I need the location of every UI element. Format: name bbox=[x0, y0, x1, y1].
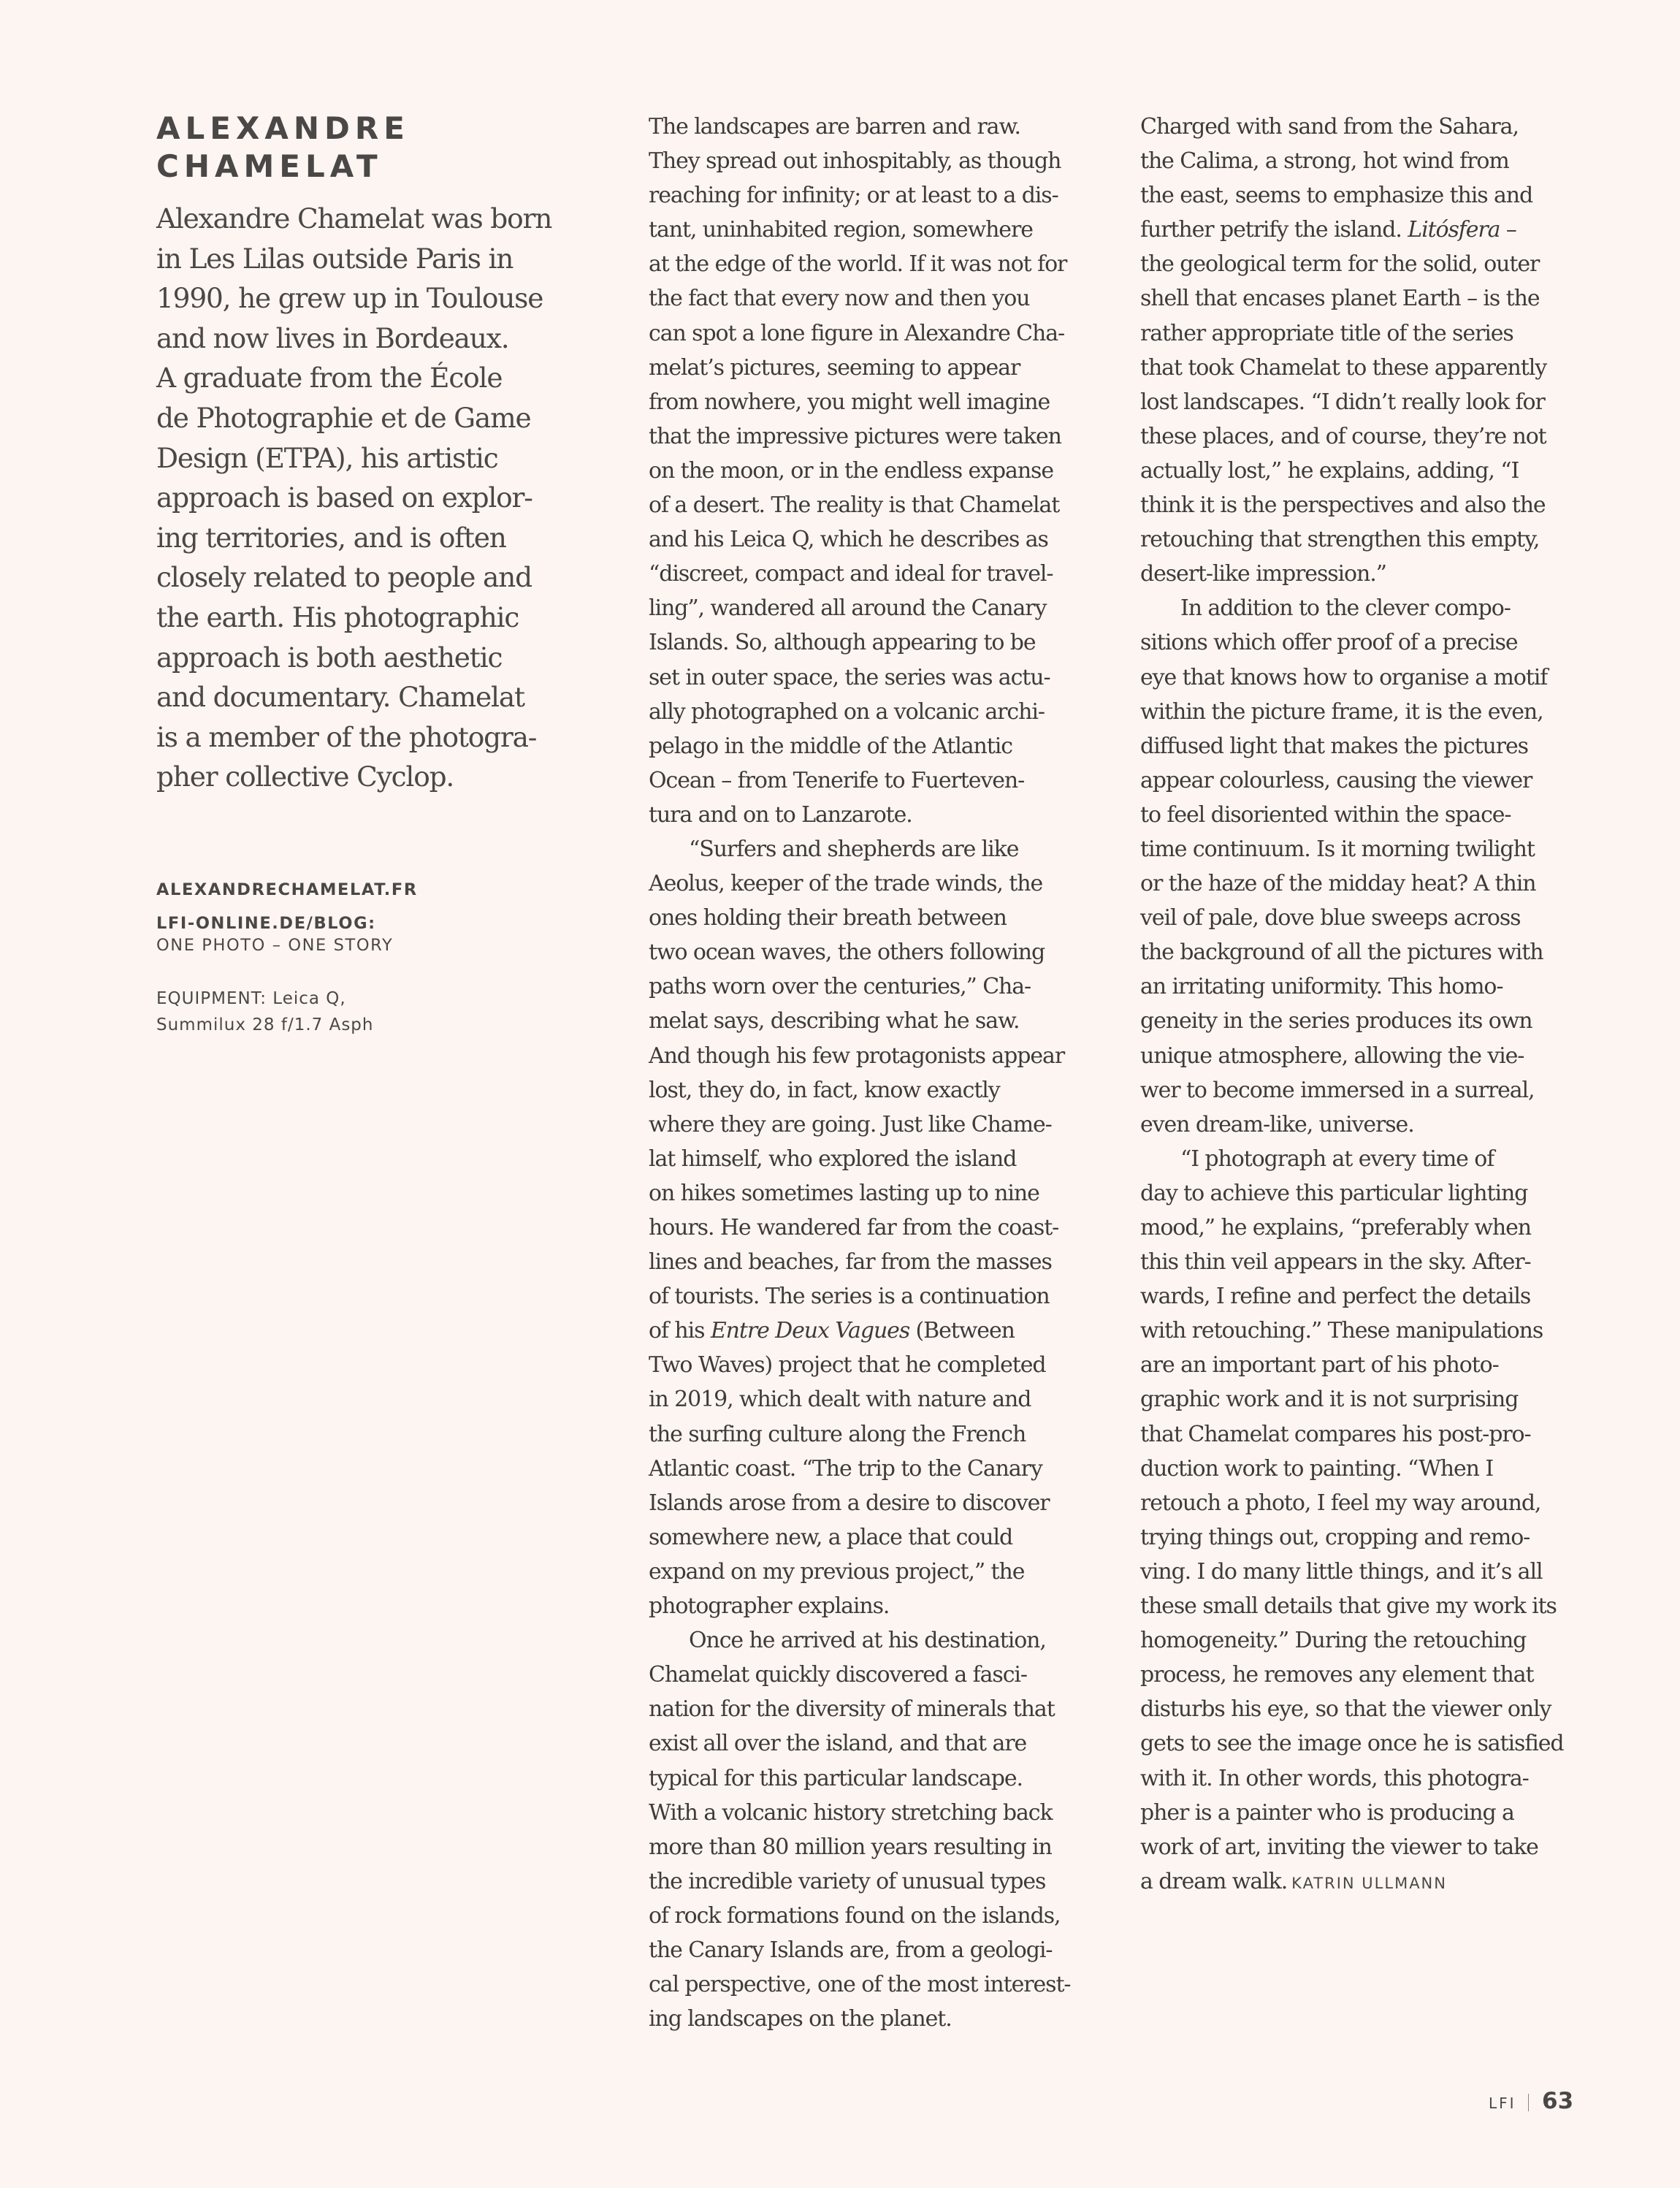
text-run: are an important part of his photo- bbox=[1140, 1352, 1499, 1379]
text-run: With a volcanic history stretching back bbox=[649, 1799, 1053, 1826]
text-run: graphic work and it is not surprising bbox=[1140, 1387, 1519, 1413]
text-run: reaching for infinity; or at least to a dis- bbox=[649, 183, 1058, 209]
text-run: on hikes sometimes lasting up to nine bbox=[649, 1180, 1039, 1206]
bio-line: Alexandre Chamelat was born bbox=[156, 202, 552, 235]
article-line bbox=[649, 1796, 1101, 1830]
text-run: “Surfers and shepherds are like bbox=[689, 836, 1019, 862]
text-run: these small details that give my work its bbox=[1140, 1593, 1557, 1620]
text-run: typical for this particular landscape. bbox=[649, 1765, 1023, 1791]
text-run: They spread out inhospitably, as though bbox=[649, 148, 1061, 175]
article-line bbox=[649, 522, 1101, 557]
text-run: work of art, inviting the viewer to take bbox=[1140, 1834, 1538, 1860]
article-column-right bbox=[1140, 110, 1608, 1901]
text-run: that Chamelat compares his post-pro- bbox=[1140, 1421, 1531, 1447]
article-line bbox=[649, 557, 1101, 591]
article-line bbox=[1140, 178, 1608, 213]
text-run: with retouching.” These manipulations bbox=[1140, 1318, 1543, 1344]
text-run: of a desert. The reality is that Chamelat bbox=[649, 492, 1060, 519]
italic-title: Litósfera bbox=[1408, 217, 1500, 243]
text-run: retouching that strengthen this empty, bbox=[1140, 527, 1540, 553]
article-line bbox=[1140, 1382, 1608, 1417]
text-run: process, he removes any element that bbox=[1140, 1662, 1534, 1688]
article-line bbox=[649, 1830, 1101, 1864]
article-line bbox=[649, 1520, 1101, 1555]
text-run: on the moon, or in the endless expanse bbox=[649, 457, 1053, 484]
equipment-line-2: Summilux 28 f/1.7 Asph bbox=[156, 1015, 374, 1034]
text-run: at the edge of the world. If it was not for bbox=[649, 251, 1067, 278]
text-run: Once he arrived at his destination, bbox=[689, 1628, 1046, 1654]
article-line bbox=[1140, 1211, 1608, 1245]
page-folio bbox=[1489, 2088, 1573, 2114]
text-run: rather appropriate title of the series bbox=[1140, 320, 1513, 346]
text-run: or the haze of the midday heat? A thin bbox=[1140, 871, 1536, 897]
bio-line: 1990, he grew up in Toulouse bbox=[156, 282, 543, 315]
text-run: “I photograph at every time of bbox=[1180, 1146, 1494, 1172]
text-run: mood,” he explains, “preferably when bbox=[1140, 1215, 1532, 1240]
article-line bbox=[1140, 969, 1608, 1004]
bio-line: Design (ETPA), his artistic bbox=[156, 441, 498, 474]
article-line bbox=[649, 935, 1101, 969]
article-line bbox=[649, 1486, 1101, 1520]
article-line bbox=[1140, 660, 1608, 695]
text-run: this thin veil appears in the sky. After- bbox=[1140, 1249, 1531, 1276]
author-byline: KATRIN ULLMANN bbox=[1291, 1874, 1447, 1892]
article-line bbox=[1140, 901, 1608, 935]
article-line bbox=[1140, 866, 1608, 901]
bio-line: pher collective Cyclop. bbox=[156, 761, 454, 793]
text-run: from nowhere, you might well imagine bbox=[649, 389, 1050, 415]
text-run: homogeneity.” During the retouching bbox=[1140, 1628, 1527, 1654]
article-line bbox=[1140, 1726, 1608, 1761]
article-line bbox=[649, 316, 1101, 351]
article-line bbox=[1140, 1623, 1608, 1658]
article-line bbox=[1140, 1073, 1608, 1108]
italic-title: Entre Deux Vagues bbox=[710, 1318, 910, 1344]
text-run: think it is the perspectives and also the bbox=[1140, 492, 1546, 519]
magazine-name: LFI bbox=[1489, 2094, 1516, 2112]
photographer-name bbox=[156, 110, 580, 186]
bio-line: closely related to people and bbox=[156, 561, 532, 594]
text-run: of rock formations found on the islands, bbox=[649, 1902, 1061, 1929]
text-run: – bbox=[1500, 217, 1516, 243]
text-run: disturbs his eye, so that the viewer only bbox=[1140, 1696, 1551, 1723]
article-line bbox=[649, 866, 1101, 901]
text-run: wer to become immersed in a surreal, bbox=[1140, 1077, 1535, 1103]
article-line bbox=[1140, 316, 1608, 351]
bio-line: and documentary. Chamelat bbox=[156, 681, 524, 714]
article-line bbox=[1140, 1830, 1608, 1864]
article-line bbox=[649, 1899, 1101, 1933]
paragraph-start-line bbox=[649, 1623, 1101, 1658]
text-run: lost landscapes. “I didn’t really look for bbox=[1140, 389, 1545, 415]
text-run: Ocean – from Tenerife to Fuerteven- bbox=[649, 767, 1025, 793]
article-line bbox=[649, 798, 1101, 832]
text-run: ones holding their breath between bbox=[649, 905, 1007, 931]
article-line bbox=[1140, 557, 1608, 591]
blog-subtitle: ONE PHOTO – ONE STORY bbox=[156, 936, 394, 955]
bio-line: A graduate from the École bbox=[156, 362, 503, 394]
text-run: trying things out, cropping and remo- bbox=[1140, 1524, 1530, 1550]
bio-line: is a member of the photogra- bbox=[156, 720, 537, 753]
article-line bbox=[649, 110, 1101, 144]
text-run: retouch a photo, I feel my way around, bbox=[1140, 1490, 1541, 1516]
article-line bbox=[649, 901, 1101, 935]
text-run: in 2019, which dealt with nature and bbox=[649, 1387, 1031, 1413]
article-line bbox=[649, 1452, 1101, 1486]
photographer-bio bbox=[156, 110, 580, 797]
article-line bbox=[1140, 832, 1608, 866]
name-line-first: ALEXANDRE bbox=[156, 110, 410, 146]
text-run: within the picture frame, it is the even, bbox=[1140, 698, 1543, 725]
article-line bbox=[649, 1108, 1101, 1142]
blog-link[interactable]: LFI-ONLINE.DE/BLOG: bbox=[156, 914, 376, 933]
bio-line: ing territories, and is often bbox=[156, 521, 506, 554]
article-line bbox=[1140, 1348, 1608, 1382]
article-line bbox=[649, 625, 1101, 660]
text-run: the east, seems to emphasize this and bbox=[1140, 183, 1533, 209]
photographer-links bbox=[156, 879, 565, 1038]
paragraph-start-line bbox=[1140, 1142, 1608, 1176]
text-run: further petrify the island. bbox=[1140, 217, 1408, 243]
article-line bbox=[649, 213, 1101, 247]
article-line bbox=[649, 1658, 1101, 1692]
article-line bbox=[1140, 385, 1608, 419]
text-run: melat’s pictures, seeming to appear bbox=[649, 354, 1020, 381]
text-run: somewhere new, a place that could bbox=[649, 1524, 1013, 1550]
article-line bbox=[649, 695, 1101, 729]
article-line bbox=[649, 1382, 1101, 1417]
text-run: that the impressive pictures were taken bbox=[649, 423, 1061, 449]
article-line bbox=[1140, 144, 1608, 178]
website-link[interactable]: ALEXANDRECHAMELAT.FR bbox=[156, 880, 418, 899]
article-line bbox=[649, 247, 1101, 281]
text-run: set in outer space, the series was actu- bbox=[649, 664, 1050, 690]
article-line bbox=[1140, 798, 1608, 832]
article-line bbox=[649, 1211, 1101, 1245]
paragraph-start-line bbox=[649, 832, 1101, 866]
article-line bbox=[649, 1555, 1101, 1589]
text-run: gets to see the image once he is satisfied bbox=[1140, 1731, 1564, 1757]
article-line bbox=[649, 1417, 1101, 1452]
article-line bbox=[1140, 1279, 1608, 1314]
text-run: Charged with sand from the Sahara, bbox=[1140, 114, 1519, 140]
text-run: (Between bbox=[909, 1318, 1015, 1344]
text-run: the surfing culture along the French bbox=[649, 1421, 1026, 1447]
article-line bbox=[649, 385, 1101, 419]
article-line bbox=[649, 1726, 1101, 1761]
text-run: with it. In other words, this photogra- bbox=[1140, 1765, 1529, 1791]
text-run: diffused light that makes the pictures bbox=[1140, 733, 1528, 759]
folio-divider bbox=[1528, 2094, 1530, 2111]
article-line bbox=[1140, 281, 1608, 316]
article-line bbox=[1140, 729, 1608, 763]
article-line bbox=[1140, 1314, 1608, 1348]
text-run: ing landscapes on the planet. bbox=[649, 2006, 952, 2032]
text-run: lat himself, who explored the island bbox=[649, 1146, 1017, 1172]
text-run: the Canary Islands are, from a geologi- bbox=[649, 1937, 1053, 1963]
text-run: Aeolus, keeper of the trade winds, the bbox=[649, 871, 1043, 897]
article-line bbox=[1140, 1039, 1608, 1073]
article-line bbox=[1140, 1864, 1608, 1901]
article-line bbox=[649, 969, 1101, 1004]
bio-line: in Les Lilas outside Paris in bbox=[156, 242, 513, 275]
article-line bbox=[649, 1348, 1101, 1382]
text-run: lines and beaches, far from the masses bbox=[649, 1249, 1052, 1276]
text-run: can spot a lone figure in Alexandre Cha- bbox=[649, 320, 1065, 346]
paragraph-start-line bbox=[1140, 591, 1608, 625]
text-run: ling”, wandered all around the Canary bbox=[649, 595, 1047, 622]
article-line bbox=[649, 1692, 1101, 1726]
text-run: pher is a painter who is producing a bbox=[1140, 1799, 1514, 1826]
article-line bbox=[1140, 488, 1608, 522]
text-run: And though his few protagonists appear bbox=[649, 1042, 1065, 1069]
text-run: melat says, describing what he saw. bbox=[649, 1008, 1020, 1034]
article-line bbox=[649, 419, 1101, 454]
text-run: an irritating uniformity. This homo- bbox=[1140, 974, 1503, 1000]
text-run: geneity in the series produces its own bbox=[1140, 1008, 1532, 1034]
article-line bbox=[1140, 1692, 1608, 1726]
article-line bbox=[1140, 1452, 1608, 1486]
article-line bbox=[649, 1761, 1101, 1796]
text-run: a dream walk. bbox=[1140, 1868, 1288, 1894]
text-run: appear colourless, causing the viewer bbox=[1140, 767, 1532, 793]
article-line bbox=[1140, 1486, 1608, 1520]
article-line bbox=[649, 1004, 1101, 1038]
text-run: of his bbox=[649, 1318, 711, 1344]
article-line bbox=[1140, 1520, 1608, 1555]
text-run: wards, I refine and perfect the details bbox=[1140, 1284, 1531, 1310]
text-run: paths worn over the centuries,” Cha- bbox=[649, 974, 1031, 1000]
article-line bbox=[649, 1245, 1101, 1279]
text-run: the incredible variety of unusual types bbox=[649, 1868, 1046, 1894]
article-line bbox=[1140, 1555, 1608, 1589]
bio-line: the earth. His photographic bbox=[156, 601, 519, 633]
article-line bbox=[649, 763, 1101, 798]
article-line bbox=[1140, 247, 1608, 281]
article-line bbox=[649, 351, 1101, 385]
text-run: Two Waves) project that he completed bbox=[649, 1352, 1046, 1379]
article-line bbox=[1140, 1176, 1608, 1211]
text-run: unique atmosphere, allowing the vie- bbox=[1140, 1042, 1524, 1069]
name-line-last: CHAMELAT bbox=[156, 148, 383, 184]
article-line bbox=[1140, 1245, 1608, 1279]
article-line bbox=[649, 1589, 1101, 1623]
article-line bbox=[1140, 419, 1608, 454]
article-line bbox=[1140, 625, 1608, 660]
text-run: the background of all the pictures with bbox=[1140, 939, 1543, 966]
text-run: shell that encases planet Earth – is the bbox=[1140, 286, 1540, 312]
text-run: “discreet, compact and ideal for travel- bbox=[649, 561, 1053, 587]
article-line bbox=[649, 1314, 1101, 1348]
article-line bbox=[1140, 351, 1608, 385]
text-run: the fact that every now and then you bbox=[649, 286, 1030, 312]
equipment-line-1: EQUIPMENT: Leica Q, bbox=[156, 989, 346, 1008]
text-run: sitions which offer proof of a precise bbox=[1140, 630, 1518, 656]
article-line bbox=[649, 1176, 1101, 1211]
article-line bbox=[1140, 454, 1608, 488]
article-line bbox=[649, 144, 1101, 178]
article-line bbox=[1140, 110, 1608, 144]
text-run: of tourists. The series is a continuation bbox=[649, 1284, 1050, 1310]
text-run: and his Leica Q, which he describes as bbox=[649, 527, 1048, 553]
text-run: even dream-like, universe. bbox=[1140, 1111, 1414, 1137]
text-run: tant, uninhabited region, somewhere bbox=[649, 217, 1033, 243]
text-run: The landscapes are barren and raw. bbox=[649, 114, 1020, 140]
article-line bbox=[649, 1142, 1101, 1176]
article-line bbox=[1140, 1004, 1608, 1038]
article-line bbox=[1140, 935, 1608, 969]
article-line bbox=[649, 1967, 1101, 2002]
text-run: pelago in the middle of the Atlantic bbox=[649, 733, 1012, 759]
article-line bbox=[1140, 695, 1608, 729]
text-run: the Calima, a strong, hot wind from bbox=[1140, 148, 1509, 175]
text-run: lost, they do, in fact, know exactly bbox=[649, 1077, 1000, 1103]
text-run: Islands arose from a desire to discover bbox=[649, 1490, 1050, 1516]
article-line bbox=[1140, 763, 1608, 798]
article-line bbox=[649, 178, 1101, 213]
text-run: Chamelat quickly discovered a fasci- bbox=[649, 1662, 1027, 1688]
text-run: desert-like impression.” bbox=[1140, 561, 1386, 587]
text-run: that took Chamelat to these apparently bbox=[1140, 354, 1547, 381]
article-line bbox=[649, 281, 1101, 316]
article-line bbox=[649, 1279, 1101, 1314]
text-run: exist all over the island, and that are bbox=[649, 1731, 1027, 1757]
article-line bbox=[1140, 1761, 1608, 1796]
bio-line: and now lives in Bordeaux. bbox=[156, 321, 509, 354]
text-run: veil of pale, dove blue sweeps across bbox=[1140, 905, 1521, 931]
text-run: ally photographed on a volcanic archi- bbox=[649, 698, 1045, 725]
text-run: actually lost,” he explains, adding, “I bbox=[1140, 457, 1519, 484]
article-line bbox=[649, 2002, 1101, 2036]
text-run: these places, and of course, they’re not bbox=[1140, 423, 1546, 449]
text-run: day to achieve this particular lighting bbox=[1140, 1180, 1528, 1206]
article-line bbox=[1140, 1589, 1608, 1623]
bio-line: approach is based on explor- bbox=[156, 481, 532, 514]
bio-line: de Photographie et de Game bbox=[156, 401, 531, 434]
text-run: eye that knows how to organise a motif bbox=[1140, 664, 1548, 690]
text-run: expand on my previous project,” the bbox=[649, 1558, 1025, 1585]
text-run: ving. I do many little things, and it’s all bbox=[1140, 1558, 1543, 1585]
article-line bbox=[649, 488, 1101, 522]
text-run: Islands. So, although appearing to be bbox=[649, 630, 1036, 656]
article-line bbox=[649, 1039, 1101, 1073]
text-run: Atlantic coast. “The trip to the Canary bbox=[649, 1455, 1042, 1482]
text-run: cal perspective, one of the most interest- bbox=[649, 1972, 1071, 1998]
text-run: two ocean waves, the others following bbox=[649, 939, 1045, 966]
article-line bbox=[1140, 213, 1608, 247]
bio-line: approach is both aesthetic bbox=[156, 641, 503, 674]
text-run: photographer explains. bbox=[649, 1593, 890, 1620]
article-line bbox=[649, 1933, 1101, 1967]
article-line bbox=[1140, 1417, 1608, 1452]
article-column-middle bbox=[649, 110, 1101, 2036]
article-line bbox=[649, 660, 1101, 695]
article-line bbox=[1140, 1108, 1608, 1142]
article-line bbox=[1140, 1658, 1608, 1692]
article-line bbox=[1140, 1796, 1608, 1830]
text-run: In addition to the clever compo- bbox=[1180, 595, 1511, 622]
article-line bbox=[649, 591, 1101, 625]
text-run: hours. He wandered far from the coast- bbox=[649, 1215, 1059, 1240]
article-line bbox=[649, 454, 1101, 488]
article-line bbox=[649, 1864, 1101, 1899]
text-run: more than 80 million years resulting in bbox=[649, 1834, 1052, 1860]
text-run: where they are going. Just like Chame- bbox=[649, 1111, 1052, 1137]
text-run: tura and on to Lanzarote. bbox=[649, 801, 912, 828]
text-run: duction work to painting. “When I bbox=[1140, 1455, 1494, 1482]
bio-text bbox=[156, 199, 580, 797]
article-line bbox=[1140, 522, 1608, 557]
article-line bbox=[649, 729, 1101, 763]
article-line bbox=[649, 1073, 1101, 1108]
text-run: to feel disoriented within the space- bbox=[1140, 801, 1511, 828]
text-run: the geological term for the solid, outer bbox=[1140, 251, 1540, 278]
text-run: nation for the diversity of minerals that bbox=[649, 1696, 1055, 1723]
page-number: 63 bbox=[1542, 2088, 1574, 2114]
text-run: time continuum. Is it morning twilight bbox=[1140, 836, 1535, 862]
